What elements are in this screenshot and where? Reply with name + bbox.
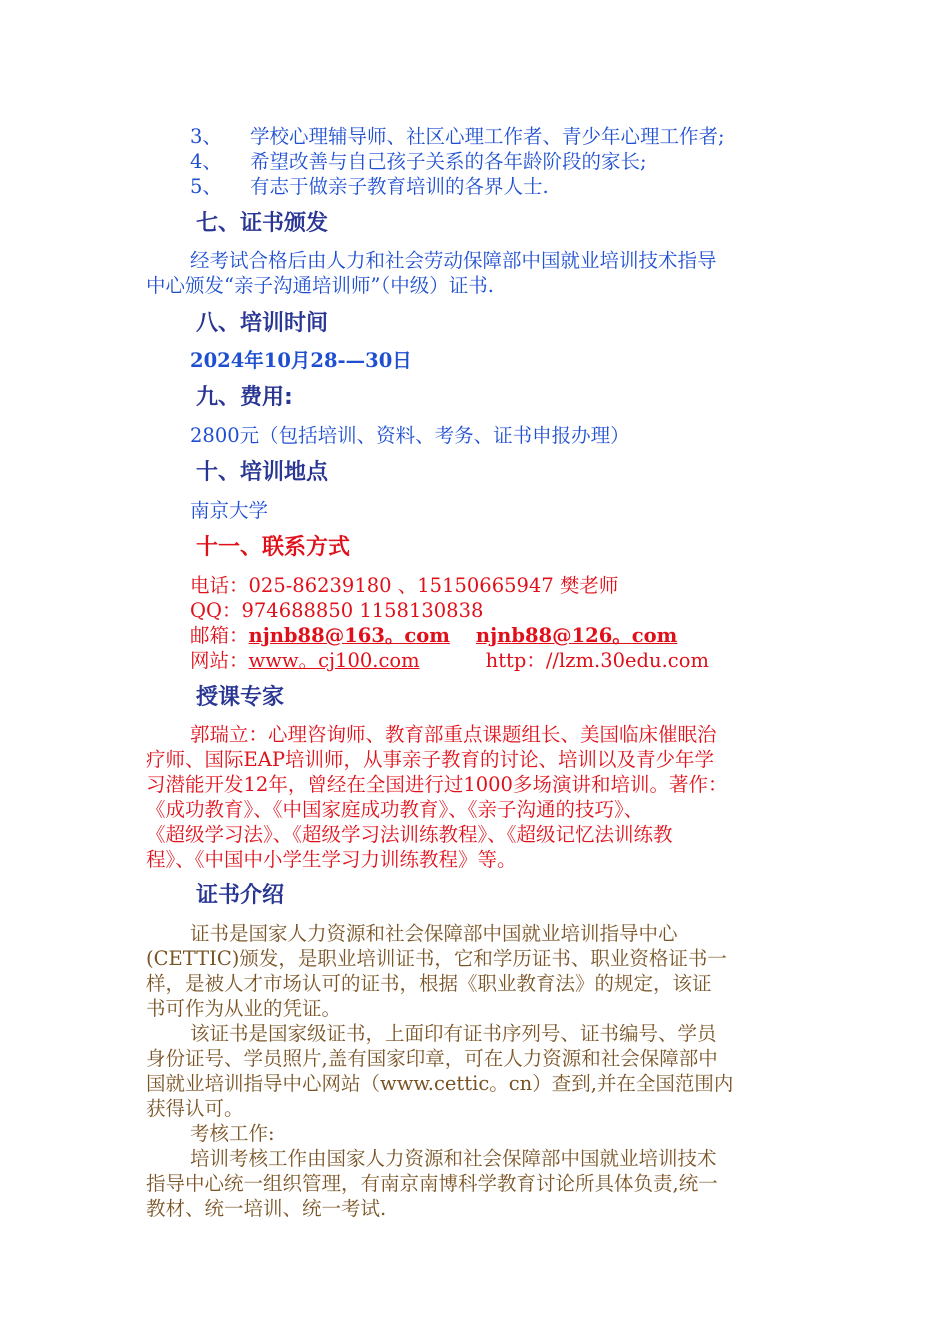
expert-line-3: 习潜能开发12年，曾经在全国进行过1000多场演讲和培训。著作：: [146, 773, 728, 796]
expert-line-5: 《超级学习法》、《超级学习法训练教程》、《超级记忆法训练教: [146, 823, 673, 846]
item-text: 有志于做亲子教育培训的各界人士.: [250, 175, 549, 198]
location-value: 南京大学: [190, 499, 269, 522]
cert-intro-p2-line-1: 该证书是国家级证书，上面印有证书序列号、证书编号、学员: [190, 1022, 717, 1045]
audience-item-4: [190, 149, 647, 174]
training-time-value: 2024年10月28-—30日: [190, 349, 412, 372]
cert-intro-p1-line-1: 证书是国家人力资源和社会保障部中国就业培训指导中心: [190, 922, 678, 945]
item-text: 学校心理辅导师、社区心理工作者、青少年心理工作者;: [250, 125, 725, 148]
contact-qq: QQ：974688850 1158130838: [190, 599, 484, 622]
heading-contact: 十一、联系方式: [196, 535, 351, 560]
cert-intro-p1-line-2: (CETTIC)颁发，是职业培训证书，它和学历证书、职业资格证书一: [146, 947, 727, 970]
item-number: 3、: [190, 125, 222, 148]
heading-training-time: 八、培训时间: [196, 311, 329, 336]
website-link-cj100[interactable]: www。cj100.com: [248, 649, 420, 672]
website-label: 网站：: [190, 649, 249, 672]
email-link-126[interactable]: njnb88@126。com: [475, 624, 678, 647]
email-link-163[interactable]: njnb88@163。com: [248, 624, 450, 647]
heading-certificate-issue: 七、证书颁发: [196, 211, 329, 236]
website-text-30edu: http：//lzm.30edu.com: [485, 649, 709, 672]
audience-item-5: [190, 174, 549, 199]
cert-intro-p3-line-1: 培训考核工作由国家人力资源和社会保障部中国就业培训技术: [190, 1147, 717, 1170]
fee-value: 2800元（包括培训、资料、考务、证书申报办理）: [190, 424, 630, 447]
expert-line-1: 郭瑞立：心理咨询师、教育部重点课题组长、美国临床催眠治: [190, 723, 717, 746]
cert-intro-p1-line-3: 样，是被人才市场认可的证书，根据《职业教育法》的规定，该证: [146, 972, 712, 995]
heading-experts: 授课专家: [196, 685, 285, 710]
contact-email-row: [190, 623, 677, 648]
contact-phone: 电话：025-86239180 、15150665947 樊老师: [190, 574, 619, 597]
audience-item-3: [190, 124, 725, 149]
certificate-issue-line-2: 中心颁发“亲子沟通培训师”（中级）证书.: [146, 274, 494, 297]
heading-certificate-intro: 证书介绍: [196, 883, 285, 908]
cert-intro-p2-line-2: 身份证号、学员照片,盖有国家印章，可在人力资源和社会保障部中: [146, 1047, 718, 1070]
cert-intro-p1-line-4: 书可作为从业的凭证。: [146, 997, 342, 1020]
email-label: 邮箱：: [190, 624, 249, 647]
expert-line-2: 疗师、国际EAP培训师，从事亲子教育的讨论、培训以及青少年学: [146, 748, 714, 771]
certificate-issue-line-1: 经考试合格后由人力和社会劳动保障部中国就业培训技术指导: [190, 249, 717, 272]
cert-intro-p2-line-4: 获得认可。: [146, 1097, 244, 1120]
exam-label: 考核工作:: [190, 1122, 275, 1145]
contact-website-row: [190, 648, 709, 673]
cert-intro-p3-line-3: 教材、统一培训、统一考试.: [146, 1197, 387, 1220]
expert-line-4: 《成功教育》、《中国家庭成功教育》、《亲子沟通的技巧》、: [146, 798, 644, 821]
cert-intro-p3-line-2: 指导中心统一组织管理，有南京南博科学教育讨论所具体负责,统一: [146, 1172, 718, 1195]
expert-line-6: 程》、《中国中小学生学习力训练教程》等。: [146, 848, 517, 871]
item-number: 4、: [190, 150, 222, 173]
item-text: 希望改善与自己孩子关系的各年龄阶段的家长;: [250, 150, 647, 173]
item-number: 5、: [190, 175, 222, 198]
heading-fee: 九、费用:: [196, 385, 293, 410]
cert-intro-p2-line-3: 国就业培训指导中心网站（www.cettic。cn）查到,并在全国范围内: [146, 1072, 734, 1095]
heading-location: 十、培训地点: [196, 460, 329, 485]
